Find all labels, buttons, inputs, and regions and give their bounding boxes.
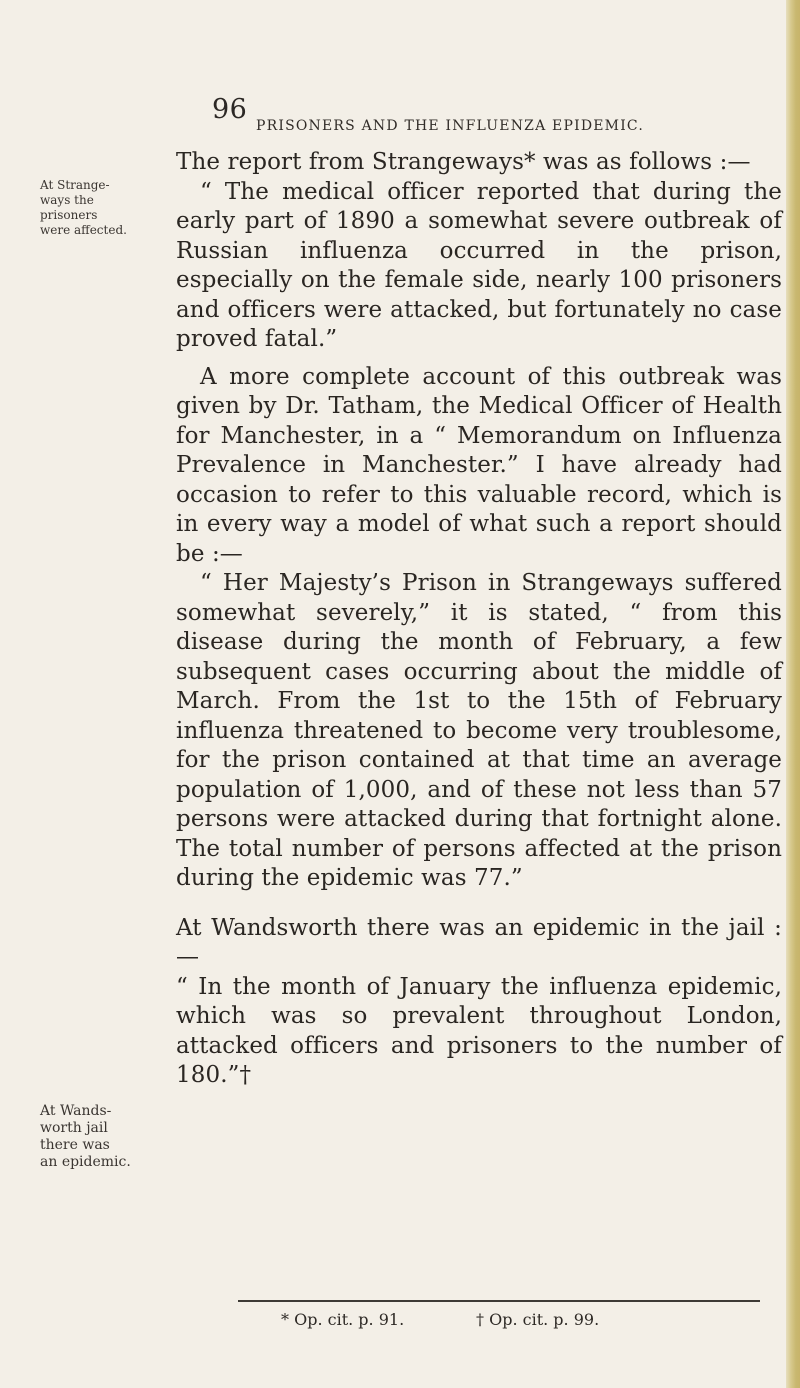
- paragraph-medical-officer-quote: “ The medical officer reported that during the early part of 1890 a somewhat severe outbreak of Russian influenza occurred in the prison, especially on the female side, nearly 100 prisoners and officers were attacked, but fortunately no case proved fatal.”: [176, 178, 782, 352]
- paragraph-wandsworth-quote: “ In the month of January the influenza epidemic, which was so prevalent throughout London, attacked officers and prisoners to the number of 180.”†: [176, 973, 782, 1088]
- footnote-rule: [238, 1300, 760, 1302]
- marginal-note-strangeways: At Strange- ways the prisoners were affected.: [40, 178, 127, 237]
- page-number: 96: [212, 94, 248, 125]
- marginal-note-wandsworth: At Wands- worth jail there was an epidemic.: [40, 1103, 131, 1170]
- paragraph-strangeways-quote: “ Her Majesty’s Prison in Strangeways suffered somewhat severely,” it is stated, “ from this disease during the month of February, a few subsequent cases occurring about the middle of March. From the 1st to the 15th of February influenza threatened to become very troublesome, for the prison contained at that time an average population of 1,000, and of these not less than 57 persons were attacked during that fortnight alone. The total number of persons affected at the prison during the epidemic was 77.”: [176, 570, 782, 891]
- page-edge-stain: [786, 0, 800, 1388]
- footnote-2: † Op. cit. p. 99.: [476, 1310, 600, 1329]
- footnote-1: * Op. cit. p. 91.: [281, 1310, 405, 1329]
- page-header: [212, 94, 772, 144]
- page-body: [176, 148, 782, 1091]
- paragraph-report-intro: The report from Strangeways* was as follows :—: [176, 149, 751, 175]
- running-head: PRISONERS AND THE INFLUENZA EPIDEMIC.: [256, 118, 644, 134]
- paragraph-tatham-account: A more complete account of this outbreak was given by Dr. Tatham, the Medical Officer of Health for Manchester, in a “ Memorandum on Influenza Prevalence in Manchester.” I have already had occasion to refer to this valuable record, which is in every way a model of what such a report should be :—: [176, 363, 782, 567]
- paragraph-wandsworth-intro: At Wandsworth there was an epidemic in the jail :—: [176, 914, 782, 970]
